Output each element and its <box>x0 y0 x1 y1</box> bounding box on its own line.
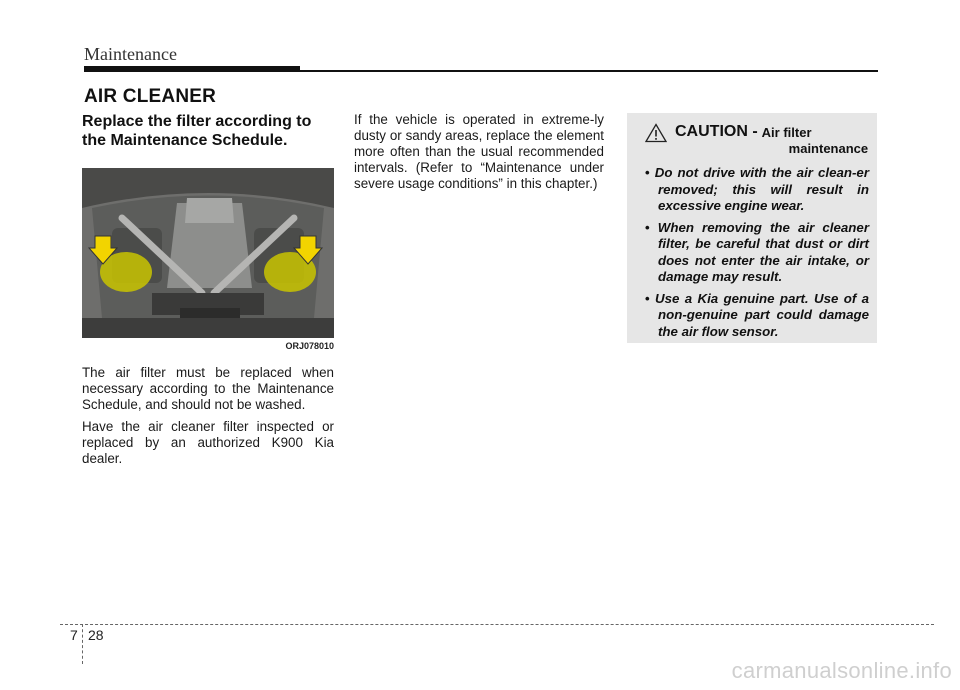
image-caption: ORJ078010 <box>285 341 334 351</box>
caution-box <box>627 113 877 343</box>
caution-subtitle-line2: maintenance <box>788 141 869 156</box>
footer-rule <box>60 624 934 625</box>
caution-subtitle <box>762 125 868 157</box>
header-rule-thin <box>300 70 878 72</box>
header-rule-thick <box>84 66 300 72</box>
caution-subtitle-line1: Air filter <box>761 125 812 140</box>
subheading: Replace the filter according to the Maintenance Schedule. <box>82 113 312 149</box>
engine-bay-illustration <box>82 168 334 338</box>
header-title: Maintenance <box>84 44 177 64</box>
chapter-number: 7 <box>70 627 78 643</box>
caution-item: • Do not drive with the air clean-er removed; this will result in excessive engine wear. <box>645 165 869 215</box>
caution-label: CAUTION - <box>675 123 758 140</box>
section-title: AIR CLEANER <box>84 86 217 107</box>
engine-bay-photo <box>82 168 334 338</box>
caution-header <box>645 123 869 157</box>
warning-triangle-icon <box>645 123 667 143</box>
caution-list <box>645 165 869 340</box>
paragraph-severe-usage: If the vehicle is operated in extreme-ly dusty or sandy areas, replace the element more often than the usual recommended intervals. (Refer to “Maintenance under severe usage conditions” in this chapter.) <box>354 112 604 191</box>
caution-item: • Use a Kia genuine part. Use of a non-genuine part could damage the air flow sensor. <box>645 291 869 341</box>
middle-column <box>354 112 604 192</box>
watermark: carmanualsonline.info <box>731 658 952 683</box>
paragraph-2: Have the air cleaner filter inspected or replaced by an authorized K900 Kia dealer. <box>82 419 334 466</box>
caution-item: • When removing the air cleaner filter, be careful that dust or dirt does not enter the air intake, or damage may result. <box>645 220 869 286</box>
page-number: 28 <box>88 627 104 643</box>
footer-divider <box>82 624 83 664</box>
paragraph-1: The air filter must be replaced when necessary according to the Maintenance Schedule, and should not be washed. <box>82 365 334 412</box>
left-column <box>82 112 334 467</box>
